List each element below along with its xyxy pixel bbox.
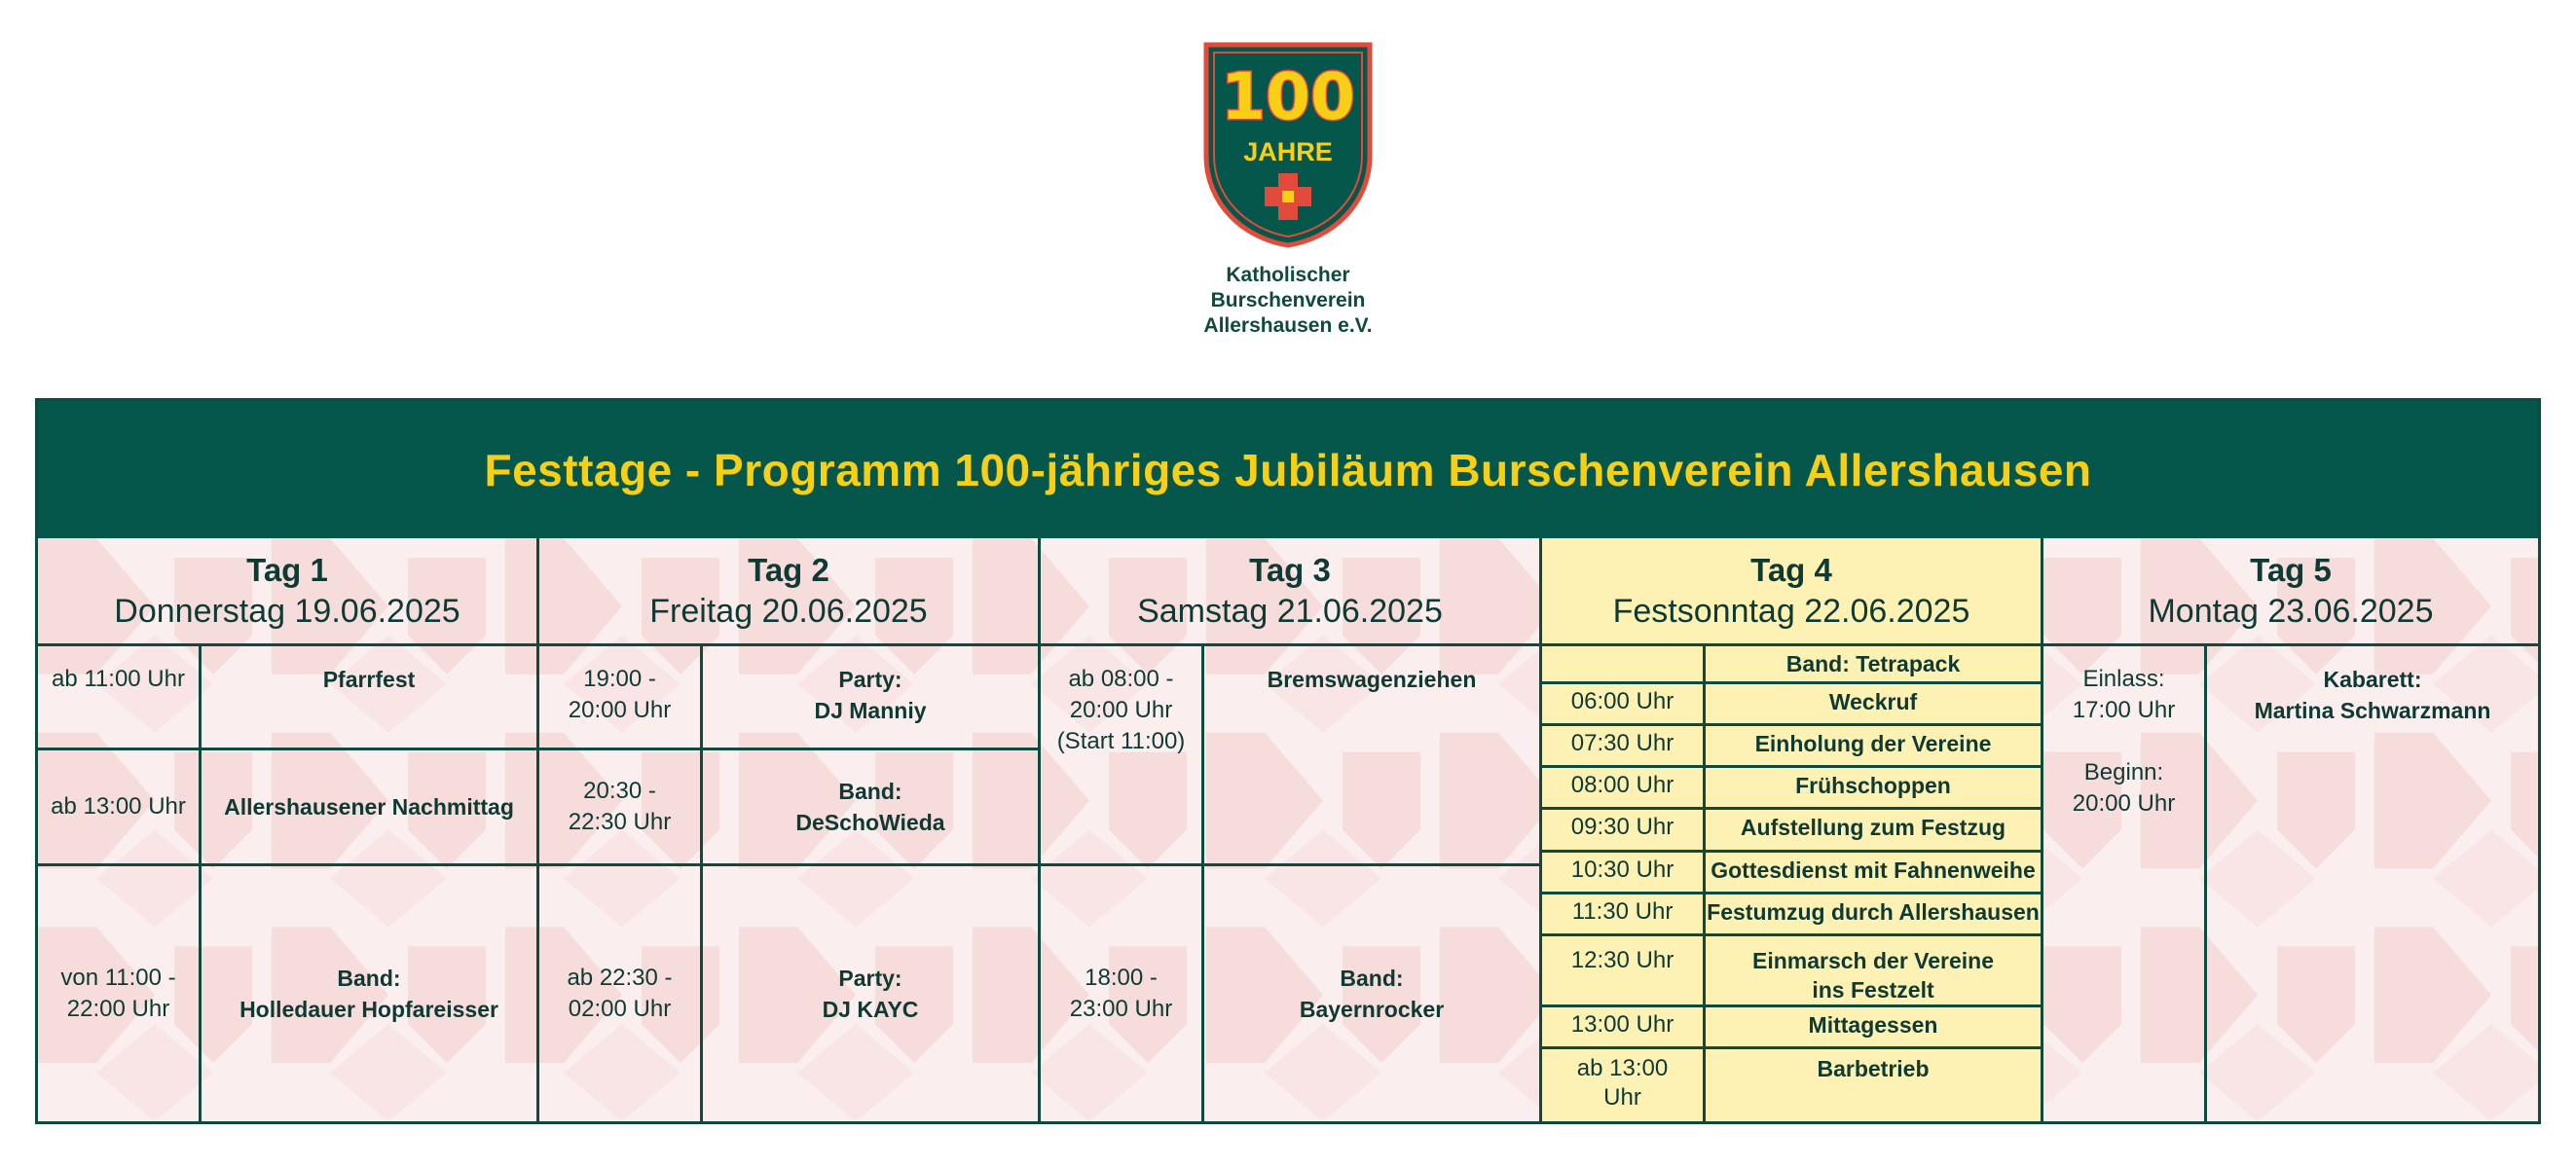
event-cell: Gottesdienst mit Fahnenweihe [1706, 853, 2043, 894]
time-text: ab 13:00 Uhr [51, 793, 186, 820]
time-text: 17:00 Uhr [2072, 697, 2176, 723]
event-label: Party: [838, 966, 902, 991]
time-cell: 08:00 Uhr [1542, 768, 1706, 810]
day-header-4 [1542, 538, 2043, 646]
day-header-1 [38, 538, 539, 646]
time-cell [539, 750, 703, 866]
event-cell [703, 750, 1041, 866]
event-cell [202, 866, 539, 1121]
time-note: (Start 11:00) [1056, 728, 1186, 754]
day-number: Tag 3 [1249, 552, 1331, 588]
day-date: Donnerstag 19.06.2025 [114, 593, 460, 630]
time-text: ab 08:00 - [1068, 666, 1174, 692]
time-cell [1041, 646, 1204, 866]
event-label: Band: [1340, 966, 1404, 991]
time-cell [38, 866, 202, 1121]
day-header-5 [2043, 538, 2538, 646]
event-cell: Einholung der Vereine [1706, 726, 2043, 768]
logo-word: JAHRE [1243, 137, 1333, 166]
org-name-line: Katholischer [1226, 264, 1350, 286]
event-cell: Pfarrfest [202, 646, 539, 750]
event-label: Party: [838, 667, 902, 692]
time-cell: ab 13:00 Uhr [1542, 1049, 1706, 1121]
time-cell: 09:30 Uhr [1542, 810, 1706, 853]
event-cell [703, 646, 1041, 750]
day-header-2 [539, 538, 1041, 646]
org-name [1129, 263, 1447, 339]
event-cell: Aufstellung zum Festzug [1706, 810, 2043, 853]
event-name: Bayernrocker [1299, 997, 1445, 1022]
jubilee-crest-icon [1200, 39, 1376, 249]
event-cell: Mittagessen [1706, 1007, 2043, 1049]
event-name: Holledauer Hopfareisser [239, 997, 498, 1022]
event-cell [1204, 866, 1542, 1121]
day-date: Montag 23.06.2025 [2148, 593, 2434, 630]
org-name-line: Burschenverein [1210, 289, 1366, 311]
day-date: Freitag 20.06.2025 [649, 593, 928, 630]
event-cell: Bremswagenziehen [1204, 646, 1542, 866]
time-cell [1041, 866, 1204, 1121]
time-cell: 13:00 Uhr [1542, 1007, 1706, 1049]
time-cell: 19:00 - 20:00 Uhr [539, 646, 703, 750]
event-cell: Einmarsch der Vereine ins Festzelt [1706, 936, 2043, 1007]
time-cell: 11:30 Uhr [1542, 894, 1706, 936]
event-name: DJ KAYC [822, 997, 919, 1022]
program-header [38, 401, 2538, 538]
day-date: Samstag 21.06.2025 [1137, 593, 1443, 630]
event-cell: Weckruf [1706, 684, 2043, 726]
event-cell [202, 750, 539, 866]
time-cell [2043, 646, 2207, 1121]
event-name: Martina Schwarzmann [2254, 698, 2491, 723]
time-cell: 10:30 Uhr [1542, 853, 1706, 894]
event-text: Allershausener Nachmittag [224, 794, 514, 820]
org-name-line: Allershausen e.V. [1203, 314, 1373, 337]
time-text: 20:00 Uhr [2072, 790, 2176, 817]
time-text: ab 22:30 - 02:00 Uhr [567, 965, 673, 1022]
time-text: 20:00 Uhr [1069, 697, 1173, 723]
time-cell: 12:30 Uhr [1542, 936, 1706, 1007]
day-date: Festsonntag 22.06.2025 [1612, 593, 1970, 630]
event-label: Kabarett: [2323, 667, 2422, 692]
time-cell: 06:00 Uhr [1542, 684, 1706, 726]
event-cell [703, 866, 1041, 1121]
logo-number: 100 [1221, 59, 1355, 134]
time-label: Einlass: [2082, 666, 2165, 692]
time-cell [38, 750, 202, 866]
event-name: DeSchoWieda [795, 810, 945, 835]
program-title: Festtage - Programm 100-jähriges Jubiläum Burschenverein Allershausen [484, 444, 2092, 495]
event-cell [2207, 646, 2538, 1121]
event-label: Band: [337, 966, 401, 991]
event-cell: Festumzug durch Allershausen [1706, 894, 2043, 936]
club-logo [1129, 39, 1447, 339]
event-cell: Band: Tetrapack [1706, 646, 2043, 684]
time-text: 20:30 - 22:30 Uhr [568, 778, 672, 835]
time-cell [1542, 646, 1706, 684]
time-cell [539, 866, 703, 1121]
time-text: von 11:00 - 22:00 Uhr [60, 965, 176, 1022]
festival-program-table [35, 398, 2541, 1124]
event-cell: Frühschoppen [1706, 768, 2043, 810]
day-number: Tag 2 [748, 552, 829, 588]
time-cell: 07:30 Uhr [1542, 726, 1706, 768]
day-number: Tag 4 [1750, 552, 1832, 588]
event-name: DJ Manniy [814, 698, 927, 723]
time-label: Beginn: [2083, 759, 2164, 785]
event-label: Band: [838, 779, 902, 804]
time-cell: ab 11:00 Uhr [38, 646, 202, 750]
event-cell: Barbetrieb [1706, 1049, 2043, 1121]
day-header-3 [1041, 538, 1542, 646]
day-number: Tag 5 [2250, 552, 2332, 588]
day-number: Tag 1 [246, 552, 328, 588]
time-text: 18:00 - 23:00 Uhr [1069, 965, 1173, 1022]
